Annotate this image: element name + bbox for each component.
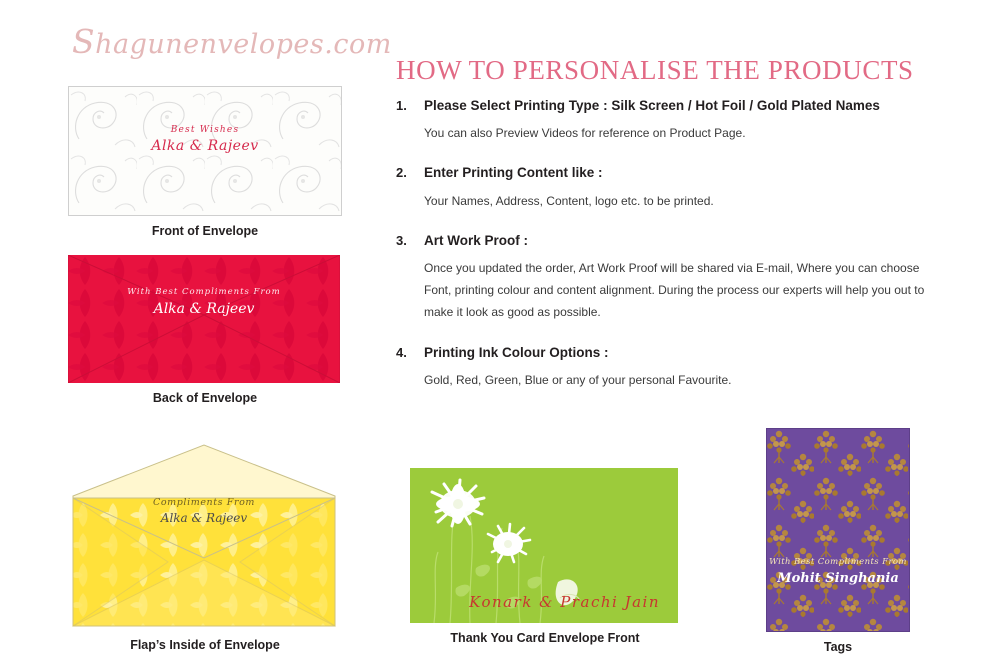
step-number: 3. xyxy=(396,232,407,248)
step-body: Gold, Red, Green, Blue or any of your personal Favourite. xyxy=(424,372,732,387)
back-line-1: With Best Compliments From xyxy=(127,287,281,297)
list-item xyxy=(396,345,926,391)
tag-line-2: Mohit Singhania xyxy=(777,571,899,586)
step-body: Once you updated the order, Art Work Proof will be shared via E-mail, Where you can choose Font, printing colour and content alignment. During the process our experts will help you out to make it look as good as possible. xyxy=(424,260,925,320)
flap-line-1: Compliments From xyxy=(152,497,256,508)
envelope-flap-image xyxy=(68,440,340,630)
damask-pattern-icon xyxy=(68,255,340,383)
step-number: 4. xyxy=(396,344,407,360)
figure-caption: Front of Envelope xyxy=(151,224,259,238)
step-number: 1. xyxy=(396,98,407,113)
step-body: Your Names, Address, Content, logo etc. to be printed. xyxy=(424,193,714,208)
step-title: Please Select Printing Type : Silk Screen / Hot Foil / Gold Plated Names xyxy=(424,98,880,113)
figure-thank-you-card xyxy=(410,468,680,645)
step-title: Enter Printing Content like : xyxy=(424,165,603,181)
list-item xyxy=(396,165,926,211)
step-title: Art Work Proof : xyxy=(424,232,528,248)
figure-flap-inside-of-envelope xyxy=(68,440,342,652)
envelope-open-illustration-icon xyxy=(68,440,340,630)
step-title: Printing Ink Colour Options : xyxy=(424,344,609,360)
page-title: HOW TO PERSONALISE THE PRODUCTS xyxy=(396,55,914,85)
list-item xyxy=(396,233,926,324)
front-line-2: Alka & Rajeev xyxy=(151,138,259,154)
card-signature: Konark & Prachi Jain xyxy=(469,593,660,611)
list-item xyxy=(396,98,926,144)
envelope-front-text xyxy=(69,125,341,154)
step-number: 2. xyxy=(396,165,407,181)
brand-rest: hagunenvelopes.com xyxy=(95,29,392,60)
step-body: You can also Preview Videos for reference on Product Page. xyxy=(424,126,746,141)
floral-motif-pattern-icon xyxy=(767,429,909,631)
front-line-1: Best Wishes xyxy=(170,125,240,135)
figure-caption: Tags xyxy=(823,640,853,654)
figure-caption: Thank You Card Envelope Front xyxy=(450,631,640,645)
tag-image xyxy=(766,428,910,632)
figure-caption: Flap’s Inside of Envelope xyxy=(130,638,280,652)
flap-line-2: Alka & Rajeev xyxy=(160,511,248,525)
figure-tags xyxy=(766,428,910,654)
thank-you-card-image xyxy=(410,468,678,623)
back-line-2: Alka & Rajeev xyxy=(153,301,255,317)
steps-list xyxy=(396,98,926,412)
figure-caption: Back of Envelope xyxy=(152,391,258,405)
tag-line-1: With Best Compliments From xyxy=(769,557,907,567)
envelope-back-image xyxy=(68,255,340,383)
figure-back-of-envelope xyxy=(68,255,342,405)
envelope-front-image xyxy=(68,86,342,216)
brand-initial: S xyxy=(72,22,96,61)
brand-logo xyxy=(72,22,392,61)
flap-text xyxy=(68,497,340,525)
envelope-back-text xyxy=(68,287,340,317)
figure-front-of-envelope xyxy=(68,86,342,238)
